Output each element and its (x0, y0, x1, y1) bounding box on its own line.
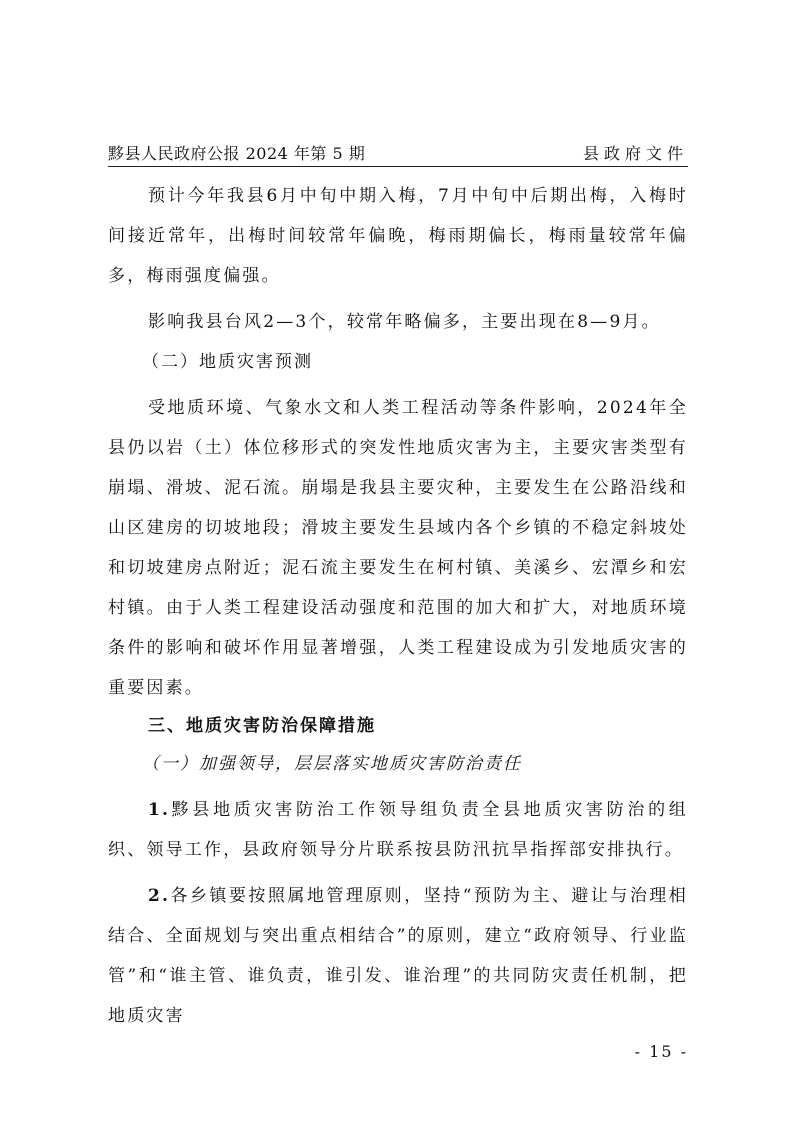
running-header (108, 141, 688, 167)
paragraph-item-1 (108, 790, 688, 870)
paragraph-plum-rain-forecast: 预计今年我县6月中旬中期入梅，7月中旬中后期出梅，入梅时间接近常年，出梅时间较常年偏晚，梅雨期偏长，梅雨量较常年偏多，梅雨强度偏强。 (108, 186, 688, 286)
header-divider (108, 166, 688, 167)
heading-geological-hazard-forecast: （二）地质灾害预测 (142, 352, 313, 372)
item-number-1: 1. (148, 800, 171, 820)
item-text-2: 各乡镇要按照属地管理原则，坚持“预防为主、避让与治理相结合、全面规划与突出重点相结合”的原则，建立“政府领导、行业监管”和“谁主管、谁负责，谁引发、谁治理”的共同防灾责任机制，把地质灾害 (108, 886, 688, 1026)
page-number: - 15 - (634, 1042, 688, 1061)
paragraph-geological-hazard-details: 受地质环境、气象水文和人类工程活动等条件影响，2024年全县仍以岩（土）体位移形式的突发性地质灾害为主，主要灾害类型有崩塌、滑坡、泥石流。崩塌是我县主要灾种，主要发生在公路沿线和山区建房的切坡地段；滑坡主要发生县域内各个乡镇的不稳定斜坡处和切坡建房点附近；泥石流主要发生在柯村镇、美溪乡、宏潭乡和宏村镇。由于人类工程建设活动强度和范围的加大和扩大，对地质环境条件的影响和破坏作用显著增强，人类工程建设成为引发地质灾害的重要因素。 (108, 398, 688, 698)
header-section-label: 县政府文件 (582, 144, 688, 163)
item-number-2: 2. (148, 886, 171, 906)
heading-section-three: 三、地质灾害防治保障措施 (148, 716, 376, 736)
document-body (108, 176, 688, 1036)
paragraph-typhoon-forecast: 影响我县台风2—3个，较常年略偏多，主要出现在8—9月。 (148, 312, 661, 332)
header-publication-title: 黟县人民政府公报 2024 年第 5 期 (108, 144, 366, 163)
heading-strengthen-leadership: （一）加强领导，层层落实地质灾害防治责任 (142, 754, 522, 774)
paragraph-item-2 (108, 876, 688, 1036)
item-text-1: 黟县地质灾害防治工作领导组负责全县地质灾害防治的组织、领导工作，县政府领导分片联系按县防汛抗旱指挥部安排执行。 (108, 800, 688, 860)
